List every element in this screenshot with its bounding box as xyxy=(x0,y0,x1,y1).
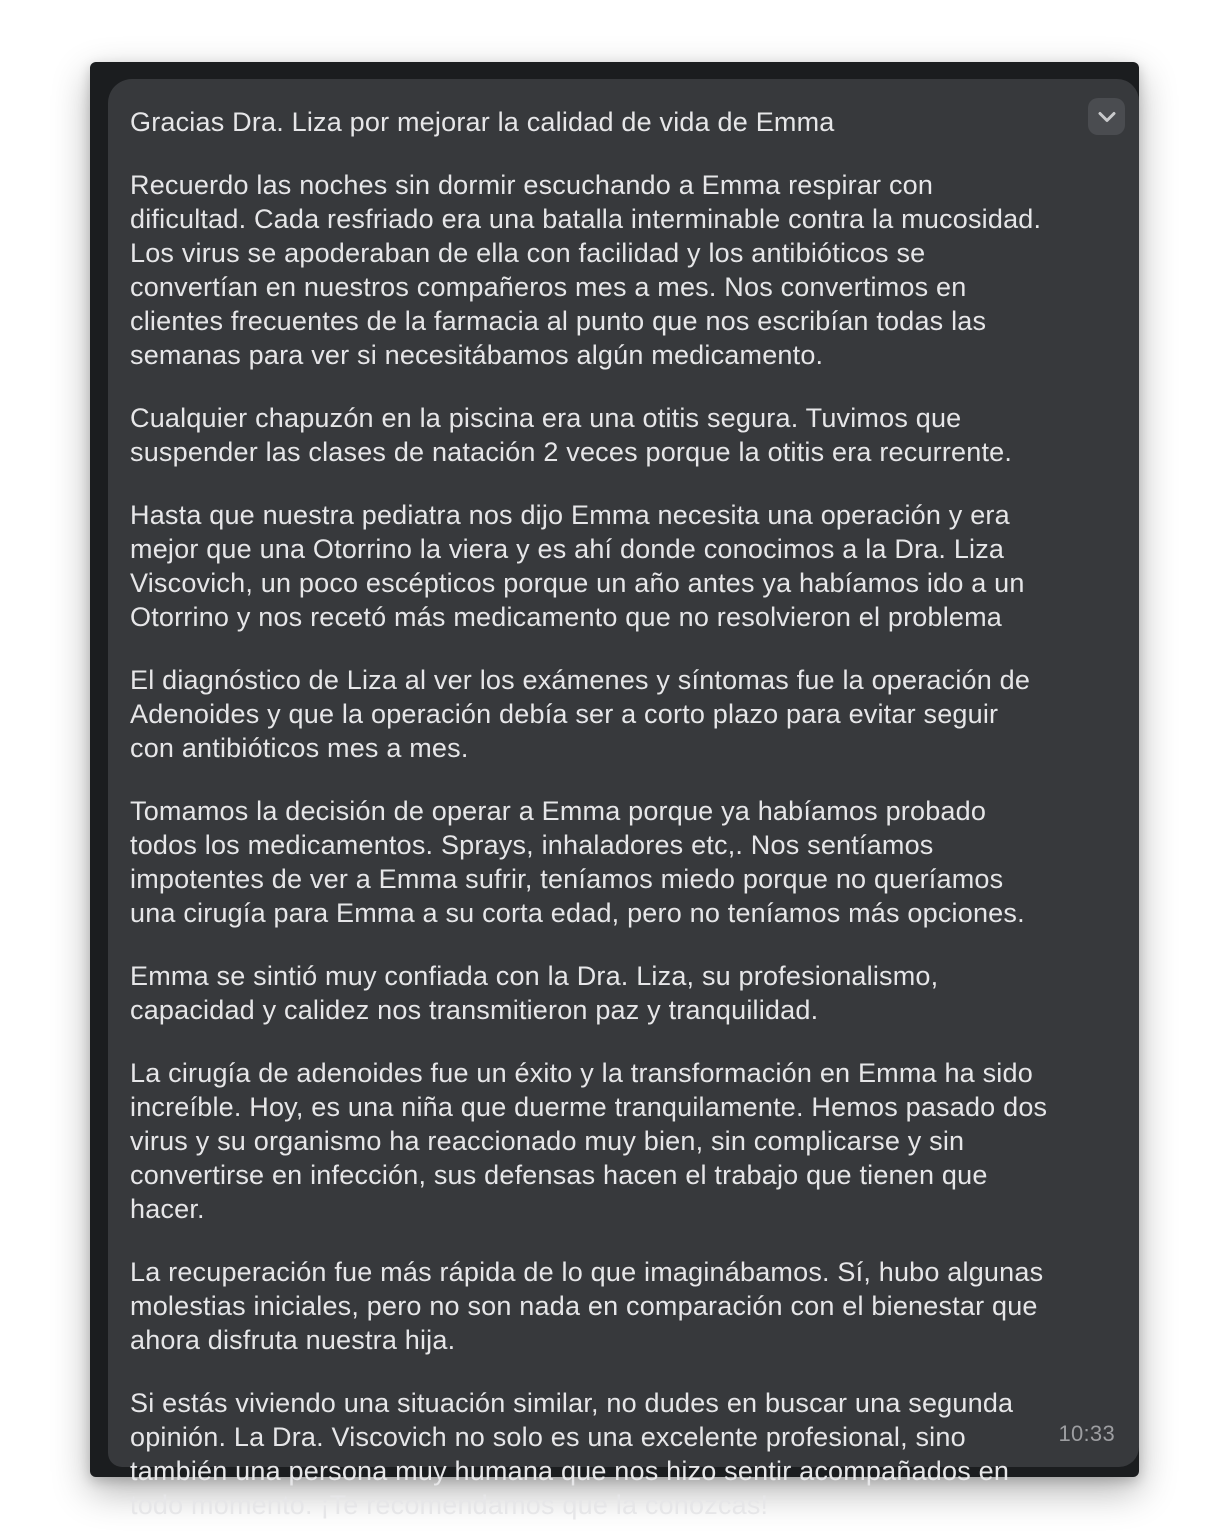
message-body xyxy=(130,168,1049,1522)
message-paragraph: Hasta que nuestra pediatra nos dijo Emma necesita una operación y era mejor que una Otorrino la viera y es ahí donde conocimos a la Dra. Liza Viscovich, un poco escépticos porque un año antes ya habíamos ido a un Otorrino y nos recetó más medicamento que no resolvieron el problema xyxy=(130,500,1025,632)
message-paragraph: El diagnóstico de Liza al ver los exámenes y síntomas fue la operación de Adenoides y que la operación debía ser a corto plazo para evitar seguir con antibióticos mes a mes. xyxy=(130,665,1031,763)
message-bubble xyxy=(108,79,1139,1520)
message-paragraph: Recuerdo las noches sin dormir escuchando a Emma respirar con dificultad. Cada resfriado era una batalla interminable contra la mucosidad. Los virus se apoderaban de ella con facilidad y los antibióticos se convertían en nuestros compañeros mes a mes. Nos convertimos en clientes frecuentes de la farmacia al punto que nos escribían todas las semanas para ver si necesitábamos algún medicamento. xyxy=(130,170,1042,370)
message-paragraph: Tomamos la decisión de operar a Emma porque ya habíamos probado todos los medicamentos. Sprays, inhaladores etc,. Nos sentíamos impotentes de ver a Emma sufrir, teníamos miedo porque no queríamos una cirugía para Emma a su corta edad, pero no teníamos más opciones. xyxy=(130,796,1025,928)
message-timestamp: 10:33 xyxy=(1058,1421,1115,1446)
message-title: Gracias Dra. Liza por mejorar la calidad de vida de Emma xyxy=(130,107,835,137)
message-paragraph: Emma se sintió muy confiada con la Dra. Liza, su profesionalismo, capacidad y calidez nos transmitieron paz y tranquilidad. xyxy=(130,961,939,1025)
message-paragraph: Cualquier chapuzón en la piscina era una otitis segura. Tuvimos que suspender las clases de natación 2 veces porque la otitis era recurrente. xyxy=(130,403,1013,467)
message-paragraph: Si estás viviendo una situación similar, no dudes en buscar una segunda opinión. La Dra. Viscovich no solo es una excelente profesional, sino también una persona muy humana que nos hizo sentir acompañados en todo momento. ¡Te recomendamos que la conozcas! xyxy=(130,1388,1014,1520)
chat-screenshot xyxy=(90,62,1139,1520)
message-options-button[interactable] xyxy=(1088,98,1125,135)
chevron-down-icon xyxy=(1098,111,1116,123)
message-paragraph: La recuperación fue más rápida de lo que imaginábamos. Sí, hubo algunas molestias iniciales, pero no son nada en comparación con el bienestar que ahora disfruta nuestra hija. xyxy=(130,1257,1044,1355)
message-paragraph: La cirugía de adenoides fue un éxito y la transformación en Emma ha sido increíble. Hoy, es una niña que duerme tranquilamente. Hemos pasado dos virus y su organismo ha reaccionado muy bien, sin complicarse y sin convertirse en infección, sus defensas hacen el trabajo que tienen que hacer. xyxy=(130,1058,1048,1224)
